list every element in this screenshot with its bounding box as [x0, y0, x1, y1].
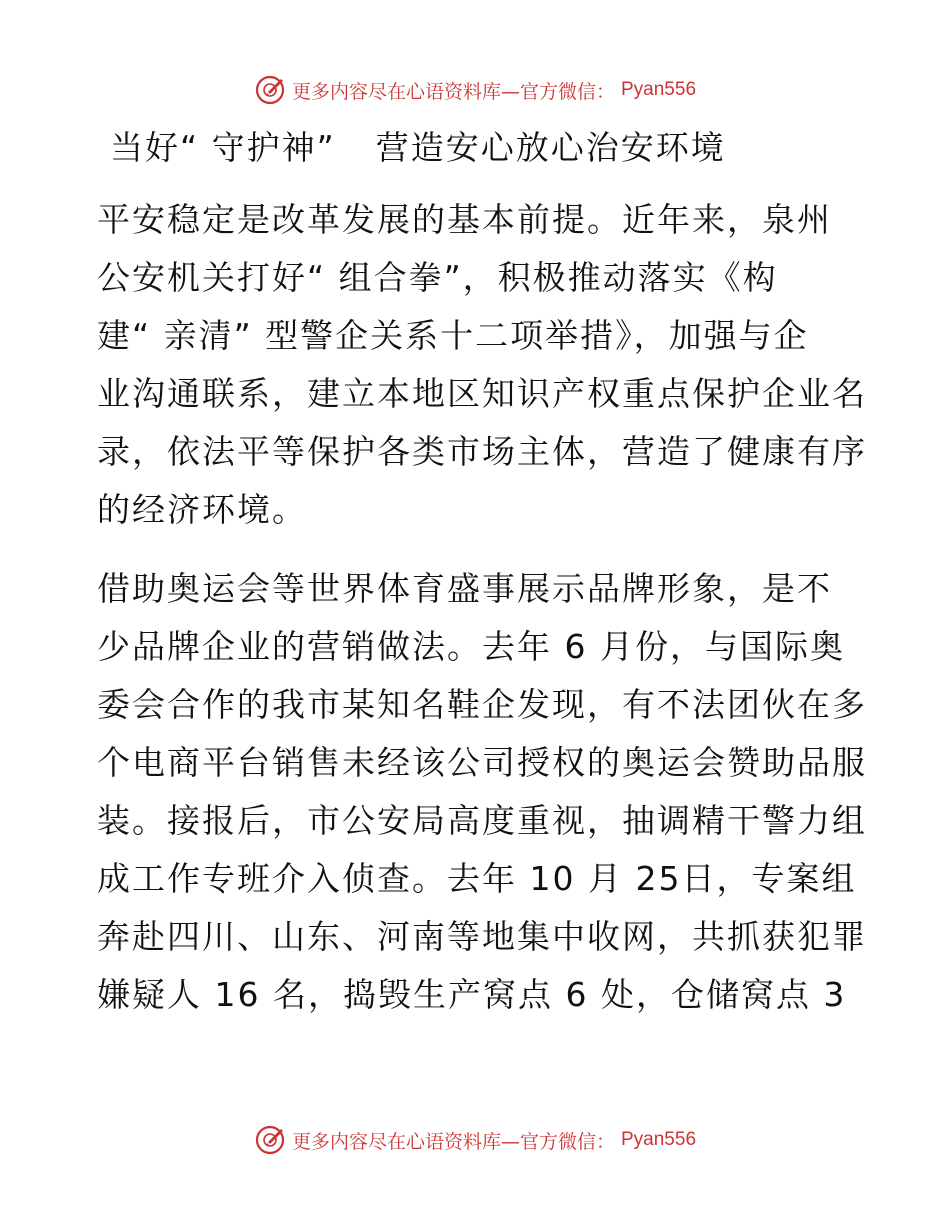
brand-logo-icon — [254, 1124, 286, 1156]
paragraph-line: 装。接报后，市公安局高度重视，抽调精干警力组 — [97, 801, 867, 840]
footer-watermark — [0, 1120, 950, 1160]
paragraph-2 — [97, 560, 867, 1024]
watermark-text: 更多内容尽在心语资料库—官方微信： — [291, 80, 615, 103]
paragraph-line: 平安稳定是改革发展的基本前提。近年来，泉州 — [97, 200, 832, 239]
paragraph-line: 委会合作的我市某知名鞋企发现，有不法团伙在多 — [97, 685, 867, 724]
header-watermark — [0, 70, 950, 110]
paragraph-line: 成工作专班介入侦查。去年 10 月 25日，专案组 — [97, 859, 857, 898]
paragraph-line: 奔赴四川、山东、河南等地集中收网，共抓获犯罪 — [97, 917, 867, 956]
watermark-wechat-id: Pyan556 — [621, 79, 697, 100]
title-part-1: 当好“ 守护神” — [110, 128, 336, 167]
paragraph-line: 个电商平台销售未经该公司授权的奥运会赞助品服 — [97, 743, 867, 782]
paragraph-line: 录，依法平等保护各类市场主体，营造了健康有序 — [97, 432, 867, 471]
title-part-2: 营造安心放心治安环境 — [375, 128, 726, 167]
paragraph-line: 少品牌企业的营销做法。去年 6 月份，与国际奥 — [97, 627, 845, 666]
watermark-wechat-id: Pyan556 — [621, 1129, 697, 1150]
document-title — [110, 126, 726, 170]
paragraph-line: 业沟通联系，建立本地区知识产权重点保护企业名 — [97, 374, 867, 413]
brand-logo-icon — [254, 74, 286, 106]
paragraph-line: 的经济环境。 — [97, 490, 307, 529]
paragraph-line: 公安机关打好“ 组合拳”，积极推动落实《构 — [97, 258, 778, 297]
paragraph-line: 建“ 亲清” 型警企关系十二项举措》，加强与企 — [97, 316, 809, 355]
paragraph-line: 嫌疑人 16 名，捣毁生产窝点 6 处，仓储窝点 3 — [97, 975, 847, 1014]
paragraph-1 — [97, 191, 867, 539]
paragraph-line: 借助奥运会等世界体育盛事展示品牌形象，是不 — [97, 569, 832, 608]
watermark-text: 更多内容尽在心语资料库—官方微信： — [291, 1130, 615, 1153]
